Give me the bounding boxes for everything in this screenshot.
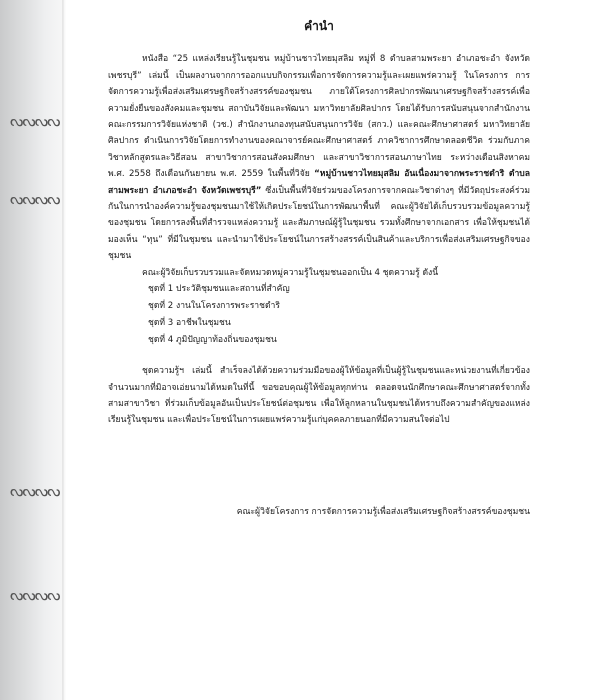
- preface-body: [108, 18, 530, 429]
- paragraph-1: [108, 51, 530, 264]
- knowledge-set-list: [108, 281, 530, 349]
- page-title: คำนำ: [304, 19, 334, 33]
- signature-line: คณะผู้วิจัยโครงการ การจัดการความรู้เพื่อส่งเสริมเศรษฐกิจสร้างสรรค์ของชุมชน: [236, 507, 530, 517]
- paragraph-1-end: ซึ่งเป็นพื้นที่วิจัยร่วมของโครงการจากคณะวิชาต่างๆ ที่มีวัตถุประสงค์ร่วมกันในการนำองค์ความรู้ของชุมชนมาใช้ให้เกิดประโยชน์ในการพัฒนาพื้นที่ คณะผู้วิจัยได้เก็บรวบรวมข้อมูลความรู้ของชุมชน โดยการลงพื้นที่สำรวจแหล่งความรู้ และสัมภาษณ์ผู้รู้ในชุมชน รวมทั้งศึกษาจากเอกสาร เพื่อให้ชุมชนได้มองเห็น “ทุน” ที่มีในชุมชน และนำมาใช้ประโยชน์ในการสร้างสรรค์เป็นสินค้าและบริการเพื่อส่งเสริมเศรษฐกิจของชุมชน: [108, 185, 530, 262]
- research-area-name: “หมู่บ้านชาวไทยมุสลิม อันเนื่องมาจากพระราชดำริ ตำบลสามพระยา อำเภอชะอำ จังหวัดเพชรบุรี”: [108, 169, 530, 196]
- page-edge-shadow: [62, 0, 66, 700]
- list-item: ชุดที่ 3 อาชีพในชุมชน: [148, 318, 231, 329]
- list-item: ชุดที่ 4 ภูมิปัญญาท้องถิ่นของชุมชน: [148, 335, 277, 346]
- paragraph-3: ชุดความรู้ฯ เล่มนี้ สำเร็จลงได้ด้วยความร่วมมือของผู้ให้ข้อมูลที่เป็นผู้รู้ในชุมชนและหน่วยงานที่เกี่ยวข้องจำนวนมากที่มิอาจเอ่ยนามได้หมดในที่นี้ ขอขอบคุณผู้ให้ข้อมูลทุกท่าน ตลอดจนนักศึกษาคณะศึกษาศาสตร์จากทั้งสามสาขาวิชา ที่ร่วมเก็บข้อมูลอันเป็นประโยชน์ต่อชุมชน เพื่อให้ลูกหลานในชุมชนได้ทราบถึงความสำคัญของแหล่งเรียนรู้ในชุมชน และเพื่อประโยชน์ในการเผยแพร่ความรู้แก่บุคคลภายนอกที่มีความสนใจต่อไป: [108, 366, 530, 426]
- paragraph-2: คณะผู้วิจัยเก็บรวบรวมและจัดหมวดหมู่ความรู้ในชุมชนออกเป็น 4 ชุดความรู้ ดังนี้: [142, 267, 439, 278]
- decorative-swirl-icon: ᔓᔓᔓᔓ: [10, 112, 60, 130]
- decorative-swirl-icon: ᔓᔓᔓᔓ: [10, 482, 60, 500]
- list-item: ชุดที่ 2 งานในโครงการพระราชดำริ: [148, 301, 280, 312]
- book-binding-margin: [0, 0, 64, 700]
- list-item: ชุดที่ 1 ประวัติชุมชนและสถานที่สำคัญ: [148, 284, 290, 295]
- paragraph-1-text: หนังสือ “25 แหล่งเรียนรู้ในชุมชน หมู่บ้านชาวไทยมุสลิม หมู่ที่ 8 ตำบลสามพระยา อำเภอชะอำ จังหวัดเพชรบุรี” เล่มนี้ เป็นผลงานจากการออกแบบกิจกรรมเพื่อการจัดการความรู้และเผยแพร่ความรู้ ในโครงการ การจัดการความรู้เพื่อส่งเสริมเศรษฐกิจสร้างสรรค์ของชุมชน ภายใต้โครงการศิลปากรพัฒนาเศรษฐกิจสร้างสรรค์เพื่อความยั่งยืนของสังคมและชุมชน สถาบันวิจัยและพัฒนา มหาวิทยาลัยศิลปากร โดยได้รับการสนับสนุนจากสำนักงานคณะกรรมการวิจัยแห่งชาติ (วช.) สำนักงานกองทุนสนับสนุนการวิจัย (สกว.) และคณะศึกษาศาสตร์ มหาวิทยาลัยศิลปากร ดำเนินการวิจัยโดยการทำงานของคณาจารย์คณะศึกษาศาสตร์ ภาควิชาการศึกษาตลอดชีวิต ร่วมกับภาควิชาหลักสูตรและวิธีสอน สาขาวิชาการสอนสังคมศึกษา และสาขาวิชาการสอนภาษาไทย ระหว่างเดือนสิงหาคม พ.ศ. 2558 ถึงเดือนกันยายน พ.ศ. 2559 ในพื้นที่วิจัย: [108, 54, 530, 180]
- decorative-swirl-icon: ᔓᔓᔓᔓ: [10, 586, 60, 604]
- decorative-swirl-icon: ᔓᔓᔓᔓ: [10, 190, 60, 208]
